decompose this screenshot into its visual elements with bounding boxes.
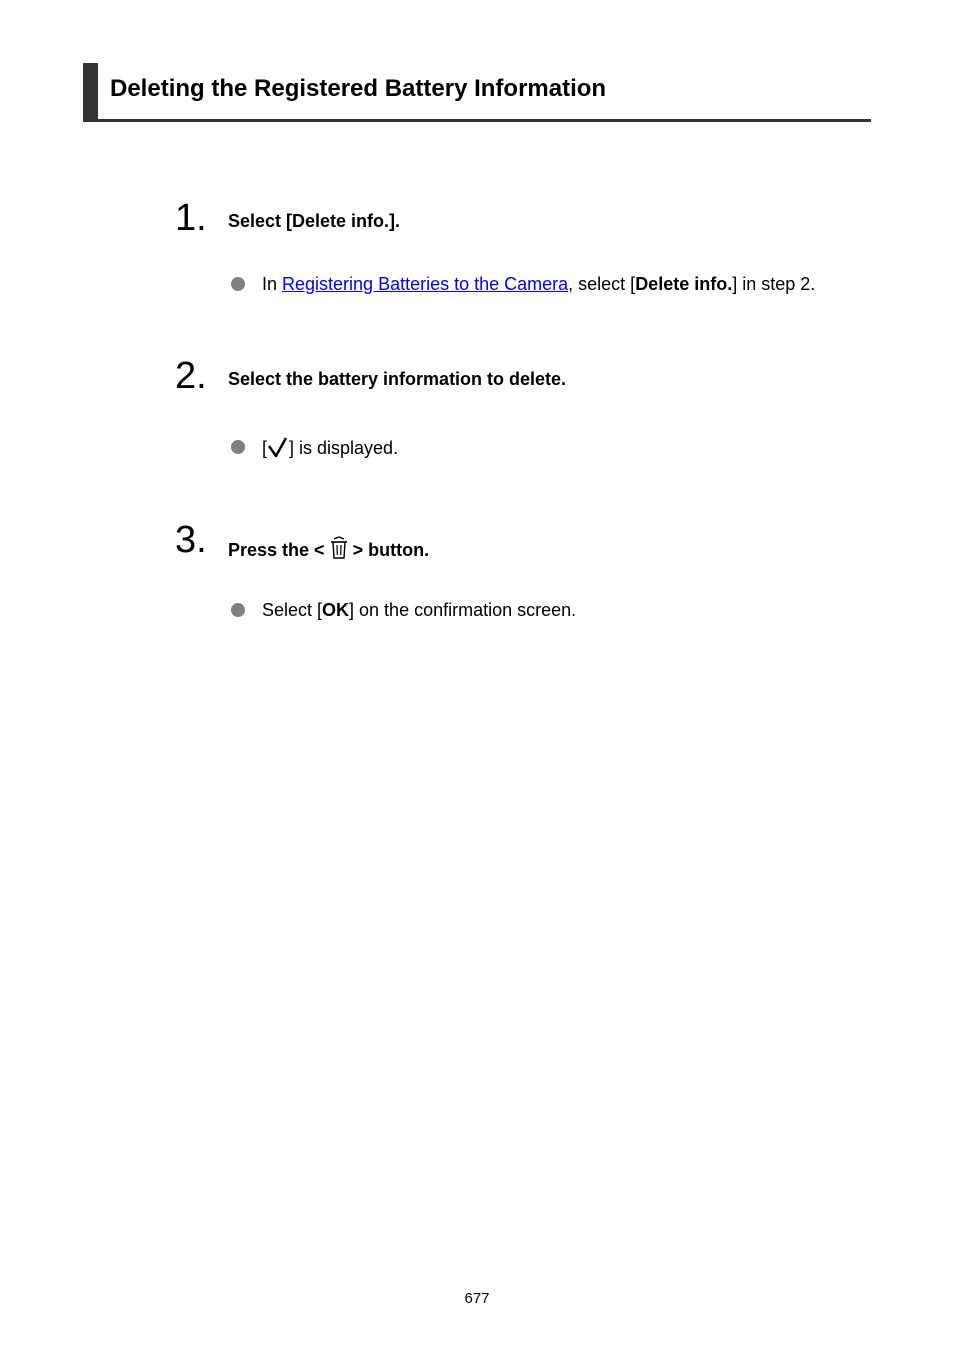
step-number: 3.: [175, 519, 207, 561]
step-title-text: Press the <: [228, 540, 325, 560]
bullet-icon: [231, 277, 245, 291]
step-title-text: > button.: [352, 540, 430, 560]
step-title: Select the battery information to delete.: [228, 369, 567, 389]
note-text: In: [262, 274, 283, 294]
page-number: 677: [464, 1290, 490, 1307]
step-title: Select [Delete info.].: [228, 211, 401, 231]
step-note: [262, 273, 815, 295]
trash-icon: [330, 536, 348, 565]
note-text: ] on the confirmation screen.: [349, 600, 577, 620]
step-note: [262, 436, 398, 463]
note-text: [: [262, 438, 268, 458]
note-text: ] in step 2.: [732, 274, 816, 294]
checkmark-icon: [267, 436, 289, 463]
note-text: ] is displayed.: [289, 438, 399, 458]
heading-accent-bar: [83, 63, 98, 122]
note-bold-text: OK: [322, 600, 350, 620]
registering-batteries-link[interactable]: Registering Batteries to the Camera: [282, 274, 569, 294]
section-heading: [83, 63, 871, 122]
bullet-icon: [231, 440, 245, 454]
step-note: [262, 599, 576, 621]
step-number: 1.: [175, 197, 207, 239]
bullet-icon: [231, 603, 245, 617]
note-text: , select [: [568, 274, 636, 294]
section-title: Deleting the Registered Battery Information: [110, 75, 607, 102]
note-bold-text: Delete info.: [635, 274, 733, 294]
note-text: Select [: [262, 600, 323, 620]
step-title: [228, 536, 429, 565]
step-number: 2.: [175, 355, 207, 397]
